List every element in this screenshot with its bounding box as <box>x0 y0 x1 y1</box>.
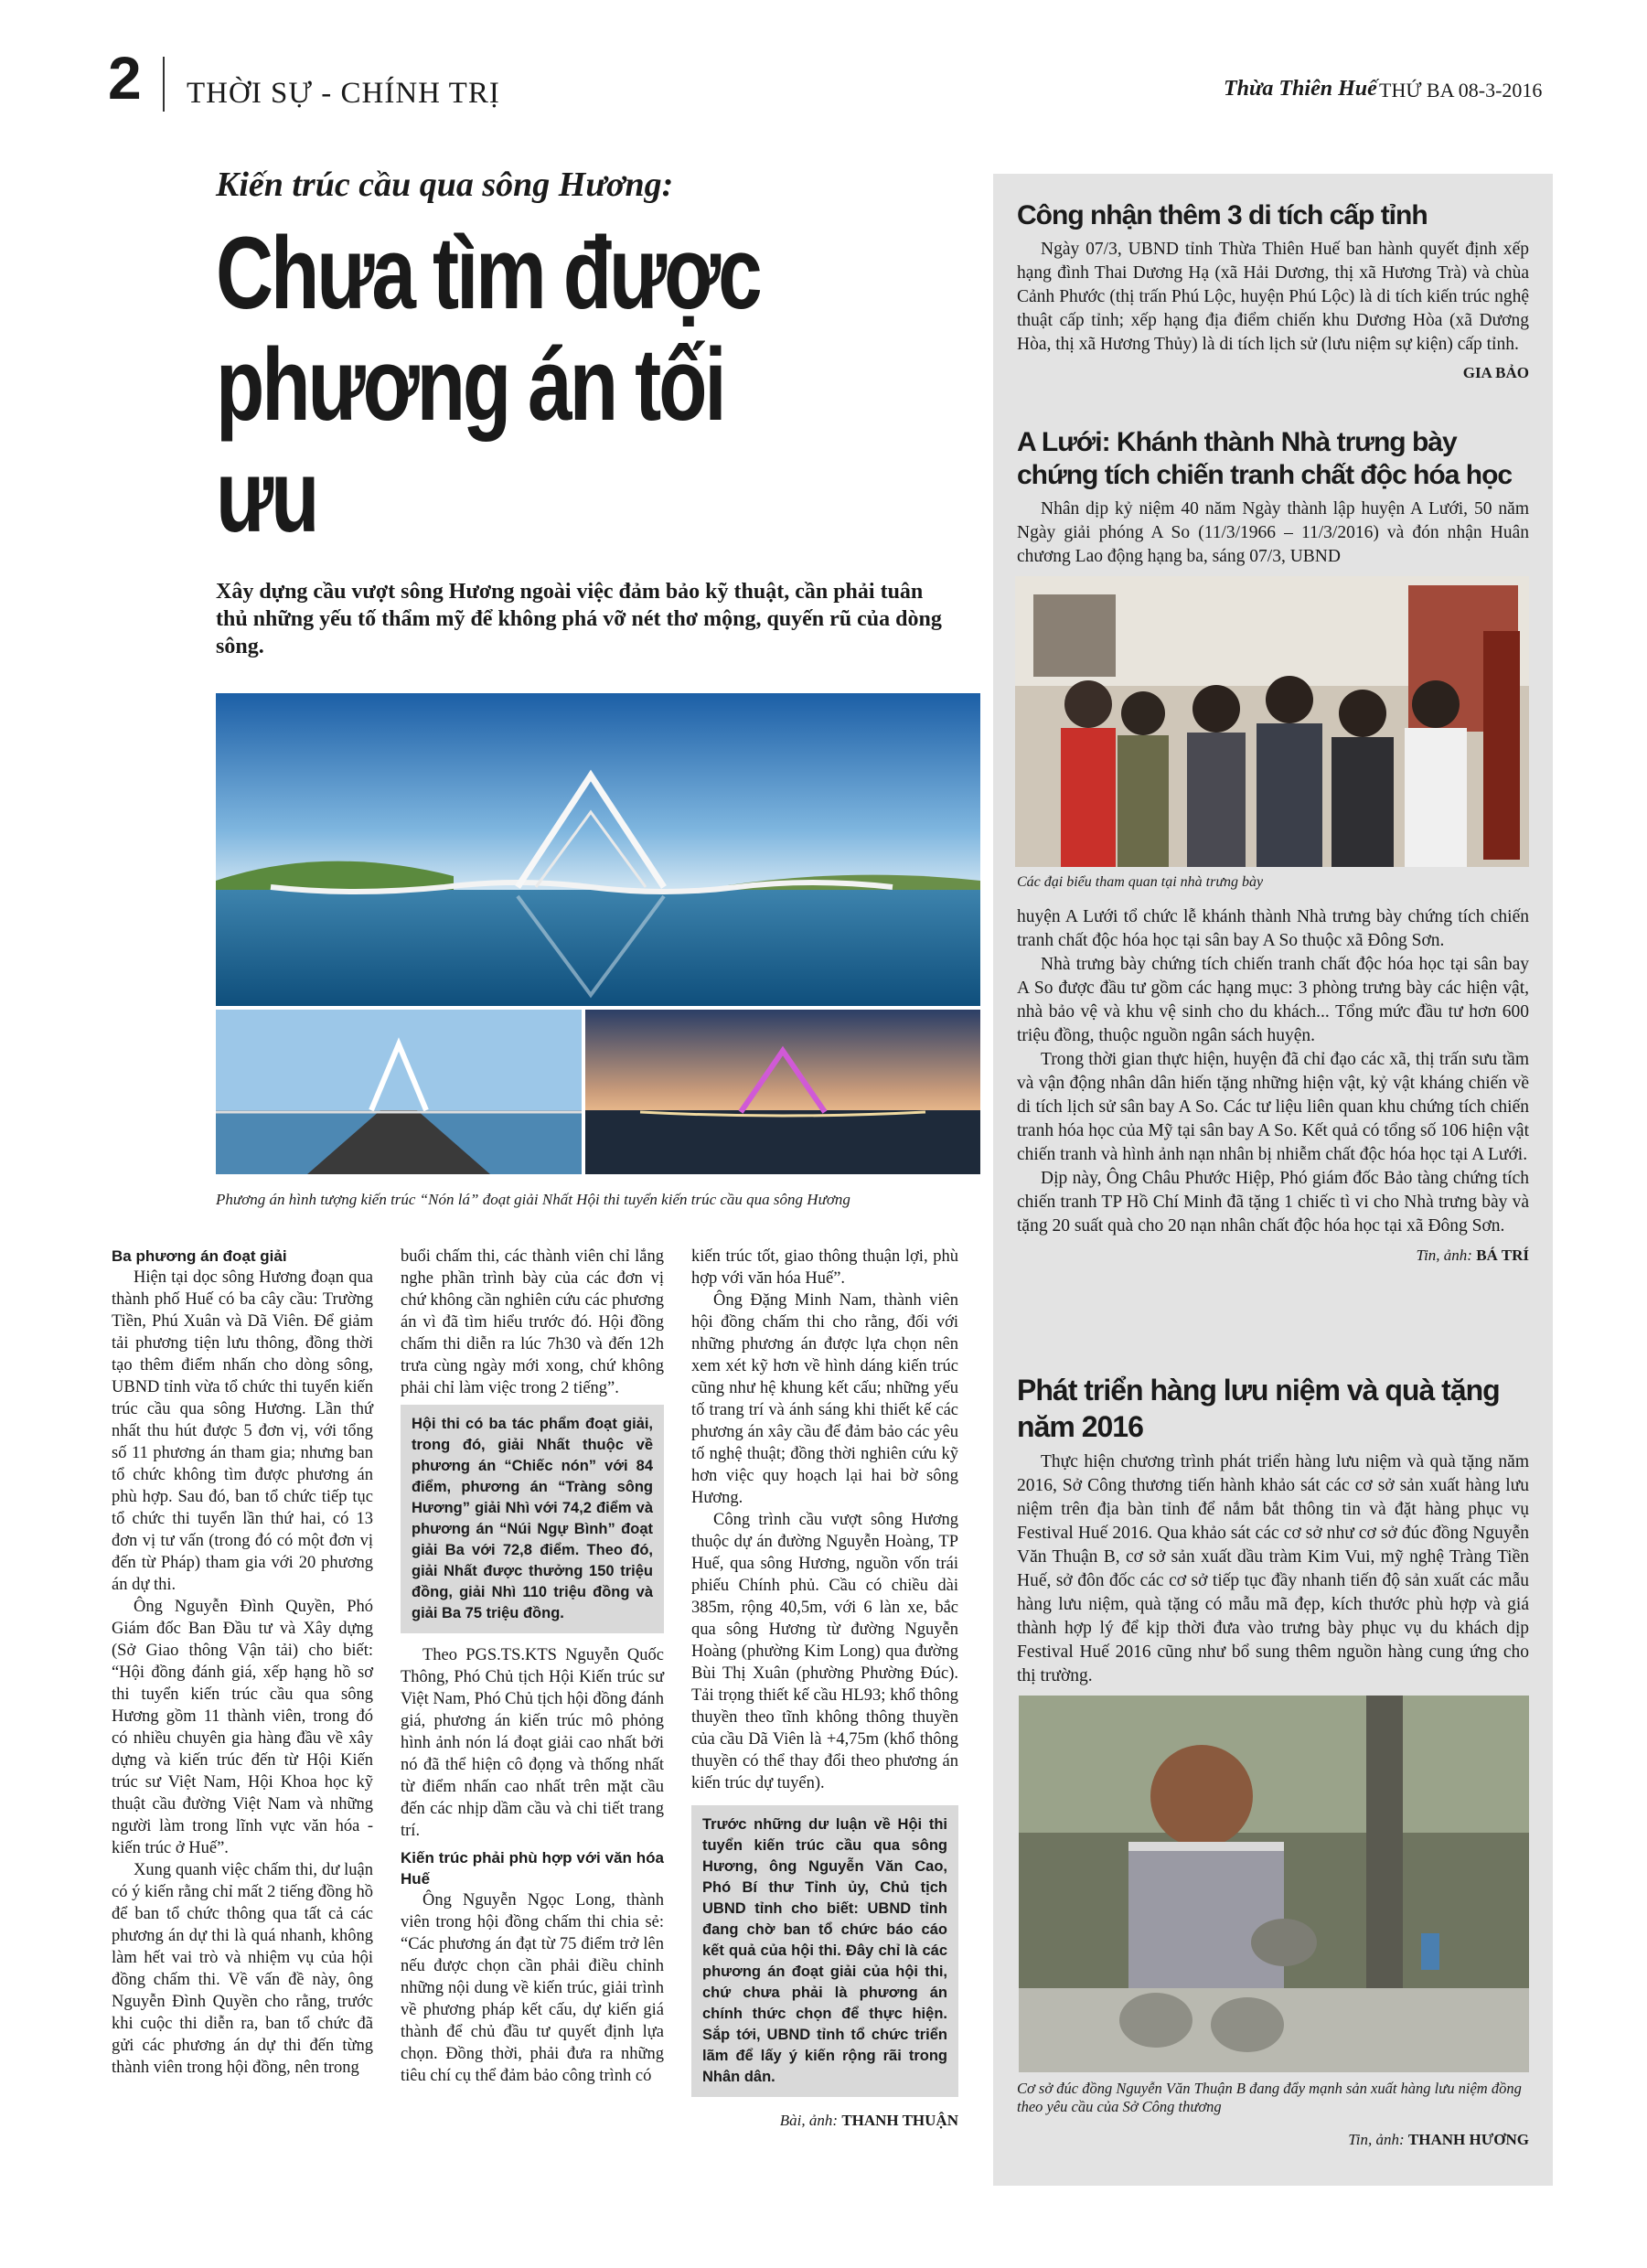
main-photo-caption: Phương án hình tượng kiến trúc “Nón lá” đoạt giải Nhất Hội thi tuyển kiến trúc cầu qua sông Hương <box>216 1191 850 1208</box>
bronze-workshop-photo <box>1019 1696 1529 2072</box>
paragraph: Nhà trưng bày chứng tích chiến tranh chất độc hóa học tại sân bay A So được đầu tư gồm các hạng mục: 3 phòng trưng bày các hiện vật, nhà bảo vệ và khu vệ sinh cho du khách... Tổng mức đầu tư hơn 600 triệu đồng, thuộc nguồn ngân sách huyện. <box>1017 955 1529 1045</box>
bridge-render-photo-night <box>585 1010 980 1174</box>
paragraph: Nhân dịp kỷ niệm 40 năm Ngày thành lập huyện A Lưới, 50 năm Ngày giải phóng A So (11/3/1966 – 11/3/2016) và đón nhận Huân chương Lao động hạng ba, sáng 07/3, UBND <box>1017 499 1529 566</box>
highlight-box-statement: Trước những dư luận về Hội thi tuyển kiến trúc cầu qua sông Hương, ông Nguyễn Văn Cao, Phó Bí thư Tỉnh ủy, Chủ tịch UBND tỉnh cho biết: UBND tỉnh đang chờ ban tổ chức báo cáo kết quả của hội thi. Đây chỉ là các phương án đoạt giải của hội thi, chứ chưa phải là phương án chính thức chọn để thực hiện. Sắp tới, UBND tỉnh tổ chức triển lãm để lấy ý kiến rộng rãi trong Nhân dân. <box>691 1805 958 2097</box>
exhibition-visit-photo <box>1015 576 1529 867</box>
paragraph: Hiện tại dọc sông Hương đoạn qua thành phố Huế có ba cây cầu: Trường Tiền, Phú Xuân và Dã Viên. Để giảm tải phương tiện lưu thông, đồng thời tạo thêm điểm nhấn cho dòng sông, UBND tỉnh vừa tổ chức thi tuyển kiến trúc cầu qua sông Hương. Lần thứ nhất thu hút được 5 đơn vị, với tổng số 11 phương án tham gia; nhưng ban tổ chức không tìm được phương án phù hợp. Sau đó, ban tổ chức tiếp tục tổ chức thi tuyển lần thứ hai, có 13 đơn vị tư vấn (trong đó có một đơn vị đến từ Pháp) tham gia với 20 phương án dự thi. <box>112 1268 373 1594</box>
brief-1-byline: GIA BẢO <box>1462 364 1529 381</box>
issue-date: THỨ BA 08-3-2016 <box>1379 79 1543 102</box>
brief-3-byline <box>1017 2131 1529 2149</box>
subheading-awards: Ba phương án đoạt giải <box>112 1247 287 1265</box>
byline-label: Tin, ảnh: <box>1416 1246 1472 1264</box>
byline-label: Tin, ảnh: <box>1348 2131 1405 2148</box>
paragraph: Ông Nguyễn Đình Quyền, Phó Giám đốc Ban Đầu tư và Xây dựng (Sở Giao thông Vận tải) cho biết: “Hội đồng đánh giá, xếp hạng hồ sơ thi tuyển kiến trúc cầu qua sông Hương gồm 11 thành viên, trong đó có nhiều chuyên gia hàng đầu về xây dựng và kiến trúc đến từ Hội Kiến trúc sư Việt Nam, Hội Khoa học kỹ thuật cầu đường Việt Nam và những người làm trong lĩnh vực văn hóa - kiến trúc ở Huế”. <box>112 1598 373 1857</box>
paragraph: Theo PGS.TS.KTS Nguyễn Quốc Thông, Phó Chủ tịch Hội Kiến trúc sư Việt Nam, Phó Chủ tịch hội đồng đánh giá, phương án kiến trúc mô phỏng hình ảnh nón lá đoạt giải cao nhất bởi nó đã thể hiện cô đọng và thống nhất từ điểm nhấn cao nhất trên mặt cầu đến các nhịp dầm cầu và chi tiết trang trí. <box>401 1646 664 1840</box>
paragraph: Công trình cầu vượt sông Hương thuộc dự án đường Nguyễn Hoàng, TP Huế, qua sông Hương, nguồn vốn trái phiếu Chính phủ. Cầu có chiều dài 385m, rộng 40,5m, với 6 làn xe, bắc qua sông Hương từ đường Nguyễn Hoàng (phường Kim Long) qua đường Bùi Thị Xuân (phường Phường Đúc). Tải trọng thiết kế cầu HL93; khổ thông thuyền theo tĩnh không thông thuyền của cầu Dã Viên là +4,75m (khổ thông thuyền có thể thay đổi theo phương án kiến trúc dự tuyển). <box>691 1511 958 1792</box>
paragraph: Thực hiện chương trình phát triển hàng lưu niệm và quà tặng năm 2016, Sở Công thương tiến hành khảo sát các cơ sở sản xuất hàng lưu niệm trên địa bàn tỉnh để nắm bắt thông tin và đặt hàng phục vụ Festival Huế 2016. Qua khảo sát các cơ sở như cơ sở đúc đồng Nguyễn Văn Thuận B, cơ sở sản xuất dầu tràm Kim Vui, mỹ nghệ Tràng Tiền Huế, sở đôn đốc các cơ sở tiếp tục đầy nhanh tiến độ sản xuất các mẫu hàng lưu niệm, quà tặng có mẫu mã đẹp, kích thước phù hợp và giá thành hợp lý để kịp thời đưa vào trưng bày phục vụ du khách dịp Festival Huế 2016 cũng như bổ sung thêm nguồn hàng cung ứng cho thị trường. <box>1017 1452 1529 1685</box>
masthead-divider <box>163 57 165 112</box>
headline-line-2: phương án tối ưu <box>216 327 724 553</box>
byline-author: THANH THUẬN <box>841 2112 958 2129</box>
article-column-2 <box>401 1246 664 2087</box>
brief-1-title: Công nhận thêm 3 di tích cấp tỉnh <box>1017 200 1428 230</box>
article-kicker: Kiến trúc cầu qua sông Hương: <box>216 166 674 204</box>
paragraph: kiến trúc tốt, giao thông thuận lợi, phù hợp với văn hóa Huế”. <box>691 1247 958 1288</box>
headline-line-1: Chưa tìm được <box>216 216 760 330</box>
article-lead: Xây dựng cầu vượt sông Hương ngoài việc đảm bảo kỹ thuật, cần phải tuân thủ những yếu tố thẩm mỹ để không phá vỡ nét thơ mộng, quyến rũ của dòng sông. <box>216 580 942 658</box>
brief-3-title: Phát triển hàng lưu niệm và quà tặng năm 2016 <box>1017 1374 1500 1443</box>
paragraph: buổi chấm thi, các thành viên chỉ lắng nghe phần trình bày của các đơn vị chứ không cần nghiên cứu các phương án vì đã tìm hiểu trước đó. Hội đồng chấm thi diễn ra lúc 7h30 và đến 12h trưa cùng ngày mới xong, chứ không phải chỉ làm việc trong 2 tiếng”. <box>401 1247 664 1397</box>
bridge-render-photo-main <box>216 693 980 1006</box>
paragraph: Ông Nguyễn Ngọc Long, thành viên trong hội đồng chấm thi chia sẻ: “Các phương án đạt từ 75 điểm trở lên nếu được chọn cần phải điều chỉnh những nội dung về kiến trúc, giải trình về phương pháp kết cấu, dự kiến giá thành để chủ đầu tư quyết định lựa chọn. Đồng thời, phải đưa ra những tiêu chí cụ thể đảm bảo công trình có <box>401 1891 664 2085</box>
paragraph: Dịp này, Ông Châu Phước Hiệp, Phó giám đốc Bảo tàng chứng tích chiến tranh TP Hồ Chí Minh đã tặng 1 chiếc tì vi cho Nhà trưng bày và tặng 20 suất quà cho 20 nạn nhân chất độc hóa học tại xã Đông Sơn. <box>1017 1169 1529 1236</box>
bronze-photo-caption: Cơ sở đúc đồng Nguyễn Văn Thuận B đang đẩy mạnh sản xuất hàng lưu niệm đồng theo yêu cầu của Sở Công thương <box>1017 2080 1522 2115</box>
paragraph: Ngày 07/3, UBND tỉnh Thừa Thiên Huế ban hành quyết định xếp hạng đình Thai Dương Hạ (xã Hải Dương, thị xã Hương Trà) và chùa Cảnh Phước (thị trấn Phú Lộc, huyện Phú Lộc) là di tích kiến trúc nghệ thuật cấp tỉnh; xếp hạng địa điểm chiến khu Dương Hòa (xã Dương Hòa, thị xã Hương Thủy) là di tích lịch sử (lưu niệm sự kiện) cấp tỉnh. <box>1017 240 1529 354</box>
paragraph: Ông Đặng Minh Nam, thành viên hội đồng chấm thi cho rằng, đối với những phương án được lựa chọn nên xem xét kỹ hơn về hình dáng kiến trúc cũng như hệ khung kết cấu; những yếu tố trang trí và ánh sáng khi thiết kế các phương án xây cầu để đảm bảo các yêu tố nghệ thuật; đồng thời nghiên cứu kỹ hơn việc quy hoạch lại hai bờ sông Hương. <box>691 1291 958 1507</box>
brief-1 <box>1017 199 1529 382</box>
section-title: THỜI SỰ - CHÍNH TRỊ <box>187 77 500 110</box>
byline-label: Bài, ảnh: <box>779 2112 839 2129</box>
brief-3-body <box>1017 1450 1529 1688</box>
article-headline <box>216 218 815 552</box>
news-sidebar <box>993 174 1553 2186</box>
brief-2 <box>1017 426 1529 569</box>
page-number: 2 <box>108 44 142 112</box>
paragraph: Xung quanh việc chấm thi, dư luận có ý kiến rằng chỉ mất 2 tiếng đồng hồ để ban tổ chức thông qua tất cả các phương án dự thi là quá nhanh, không làm hết vai trò và nhiệm vụ của hội đồng chấm thi. Về vấn đề này, ông Nguyễn Đình Quyền cho rằng, trước khi cuộc thi diễn ra, ban tổ chức đã gửi các phương án dự thi đến từng thành viên trong hội đồng, nên trong <box>112 1861 373 2077</box>
article-byline <box>691 2110 958 2132</box>
highlight-box-prizes: Hội thi có ba tác phẩm đoạt giải, trong đó, giải Nhất thuộc về phương án “Chiếc nón” với 84 điểm, phương án “Tràng sông Hương” giải Nhì với 74,2 điểm và phương án “Núi Ngự Bình” đoạt giải Ba với 72,8 điểm. Theo đó, giải Nhất được thưởng 150 triệu đồng, giải Nhì 110 triệu đồng và giải Ba 75 triệu đồng. <box>401 1405 664 1633</box>
article-column-1 <box>112 1246 373 2079</box>
exhibition-photo-caption: Các đại biểu tham quan tại nhà trưng bày <box>1017 874 1264 890</box>
brief-1-body <box>1017 238 1529 357</box>
subheading-culture: Kiến trúc phải phù hợp với văn hóa Huế <box>401 1849 664 1888</box>
newspaper-brand: Thừa Thiên Huế <box>1224 77 1377 101</box>
paragraph: Trong thời gian thực hiện, huyện đã chỉ đạo các xã, thị trấn sưu tầm và vận động nhân dân hiến tặng những hiện vật, kỷ vật kháng chiến về di tích lịch sử sân bay A So. Các tư liệu liên quan khu chứng tích chiến tranh hóa học của Mỹ tại sân bay A So. Kết quả có tổng số 106 hiện vật chiến tranh và hình ảnh nạn nhân bị nhiễm chất độc hóa học tại A Lưới. <box>1017 1050 1529 1164</box>
byline-author: THANH HƯƠNG <box>1407 2131 1529 2148</box>
brief-2-byline <box>1017 1244 1529 1268</box>
paragraph: huyện A Lưới tổ chức lễ khánh thành Nhà trưng bày chứng tích chiến tranh chất độc hóa học tại sân bay A So thuộc xã Đông Sơn. <box>1017 907 1529 950</box>
brief-2-body <box>1017 905 1529 1268</box>
brief-2-intro <box>1017 497 1529 569</box>
brief-3 <box>1017 1372 1529 1688</box>
bridge-render-photo-day <box>216 1010 582 1174</box>
article-column-3 <box>691 1246 958 2132</box>
byline-author: BÁ TRÍ <box>1476 1246 1529 1264</box>
brief-2-title: A Lưới: Khánh thành Nhà trưng bày chứng tích chiến tranh chất độc hóa học <box>1017 427 1513 490</box>
